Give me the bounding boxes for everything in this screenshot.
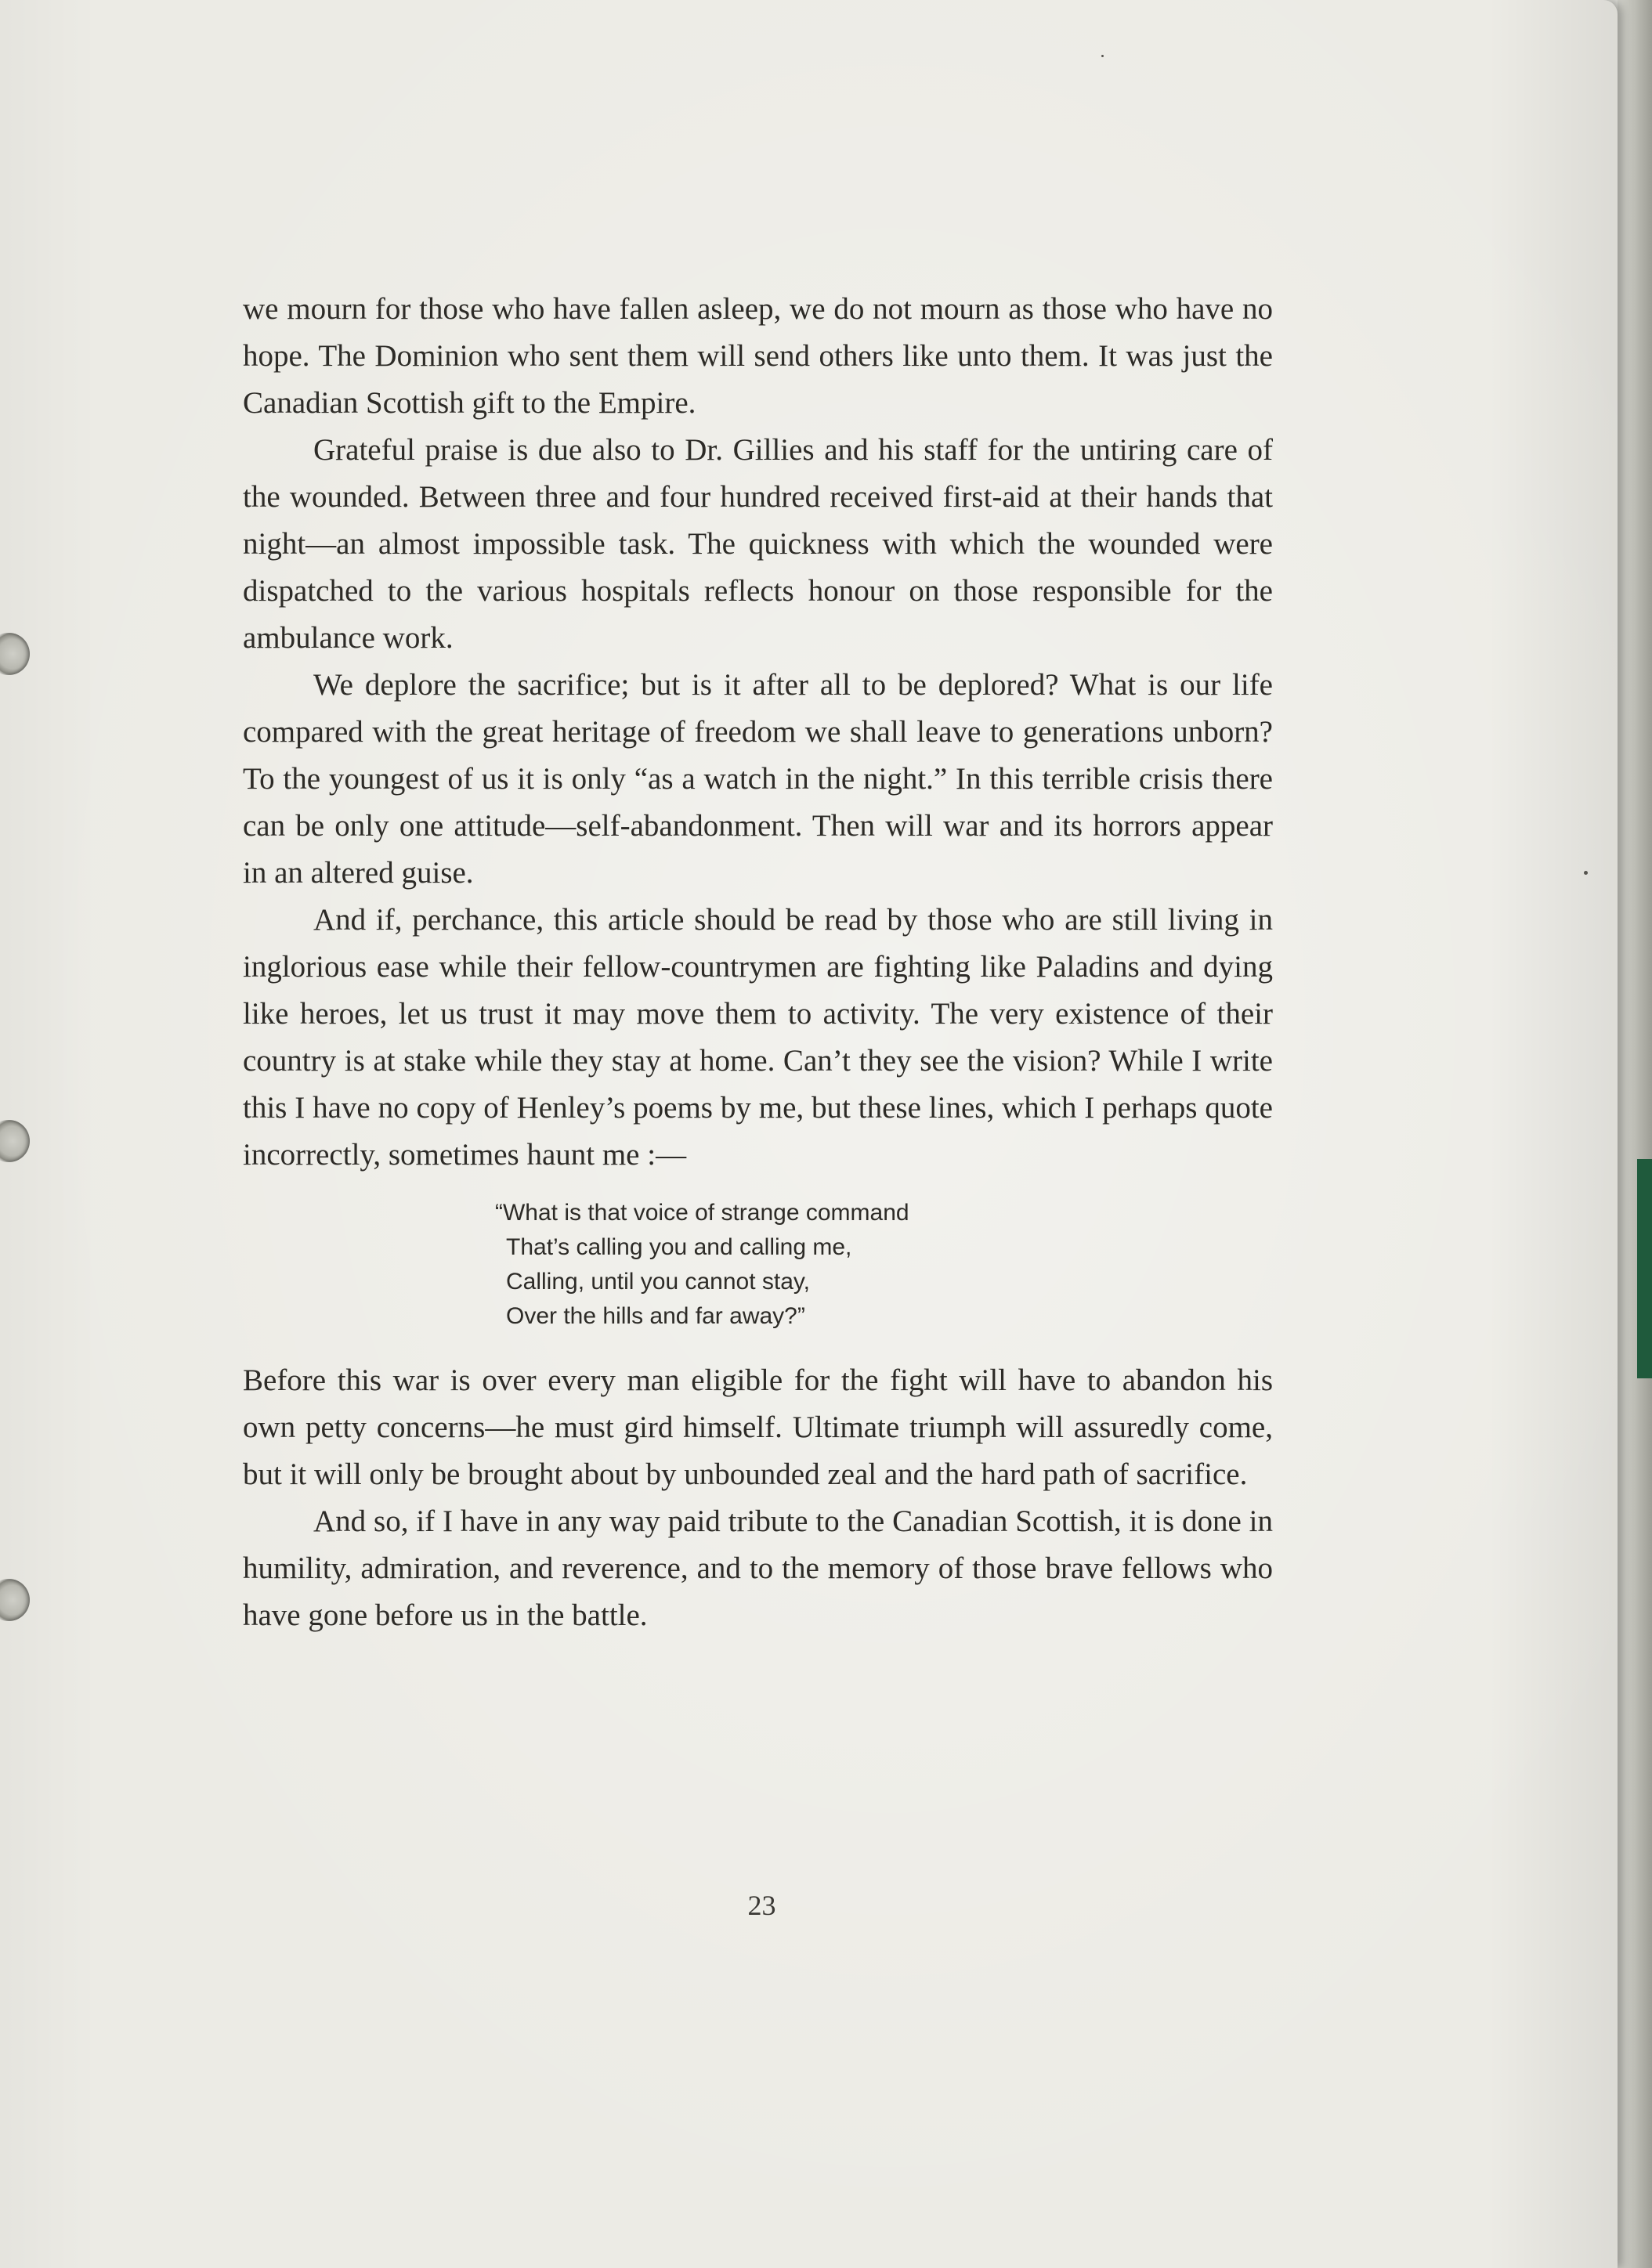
page-number: 23 bbox=[747, 1890, 776, 1921]
article-body bbox=[243, 286, 1273, 1639]
poem-line: Calling, until you cannot stay, bbox=[506, 1269, 810, 1295]
paper-speck bbox=[1584, 871, 1588, 875]
green-tab-marker bbox=[1637, 1159, 1652, 1378]
poem-line: Over the hills and far away?” bbox=[506, 1303, 805, 1329]
page-edge bbox=[1618, 0, 1652, 2268]
paragraph-grateful-praise: Grateful praise is due also to Dr. Gillies and his staff for the untiring care of the wounded. Between three and four hundred received first-aid at their hands that night—an almost impossible task. The quickness with which the wounded were dispatched to the various hospitals reflects honour on those responsible for the ambulance work. bbox=[243, 433, 1273, 655]
paper-speck bbox=[1101, 55, 1104, 57]
paragraph-inglorious-ease: And if, perchance, this article should be read by those who are still living in inglorious ease while their fellow-countrymen are fighting like Paladins and dying like heroes, let us trust it may move them to activity. The very existence of their country is at stake while they stay at home. Can’t they see the vision? While I write this I have no copy of Henley’s poems by me, but these lines, which I perhaps quote incorrectly, sometimes haunt me :— bbox=[243, 903, 1273, 1172]
binding-hole-top bbox=[0, 633, 30, 675]
paragraph-sacrifice: We deplore the sacrifice; but is it after all to be deplored? What is our life compared with the great heritage of freedom we shall leave to generations unborn? To the youngest of us it is only “as a watch in the night.” In this terrible crisis there can be only one attitude—self-abandonment. Then will war and its horrors appear in an altered guise. bbox=[243, 668, 1273, 890]
henley-poem-quote bbox=[495, 1196, 1273, 1334]
binding-hole-middle bbox=[0, 1120, 30, 1162]
poem-line: That’s calling you and calling me, bbox=[506, 1234, 852, 1260]
poem-line: “What is that voice of strange command bbox=[495, 1200, 909, 1226]
binding-hole-bottom bbox=[0, 1579, 30, 1621]
paragraph-continuation: we mourn for those who have fallen asleep, we do not mourn as those who have no hope. The Dominion who sent them will send others like unto them. It was just the Canadian Scottish gift to the Empire. bbox=[243, 292, 1273, 420]
paragraph-before-war-over: Before this war is over every man eligible for the fight will have to abandon his own petty concerns—he must gird himself. Ultimate triumph will assuredly come, but it will only be brought about by unbounded zeal and the hard path of sacrifice. bbox=[243, 1363, 1273, 1491]
paragraph-tribute: And so, if I have in any way paid tribute to the Canadian Scottish, it is done in humility, admiration, and reverence, and to the memory of those brave fellows who have gone before us in the battle. bbox=[243, 1504, 1273, 1632]
